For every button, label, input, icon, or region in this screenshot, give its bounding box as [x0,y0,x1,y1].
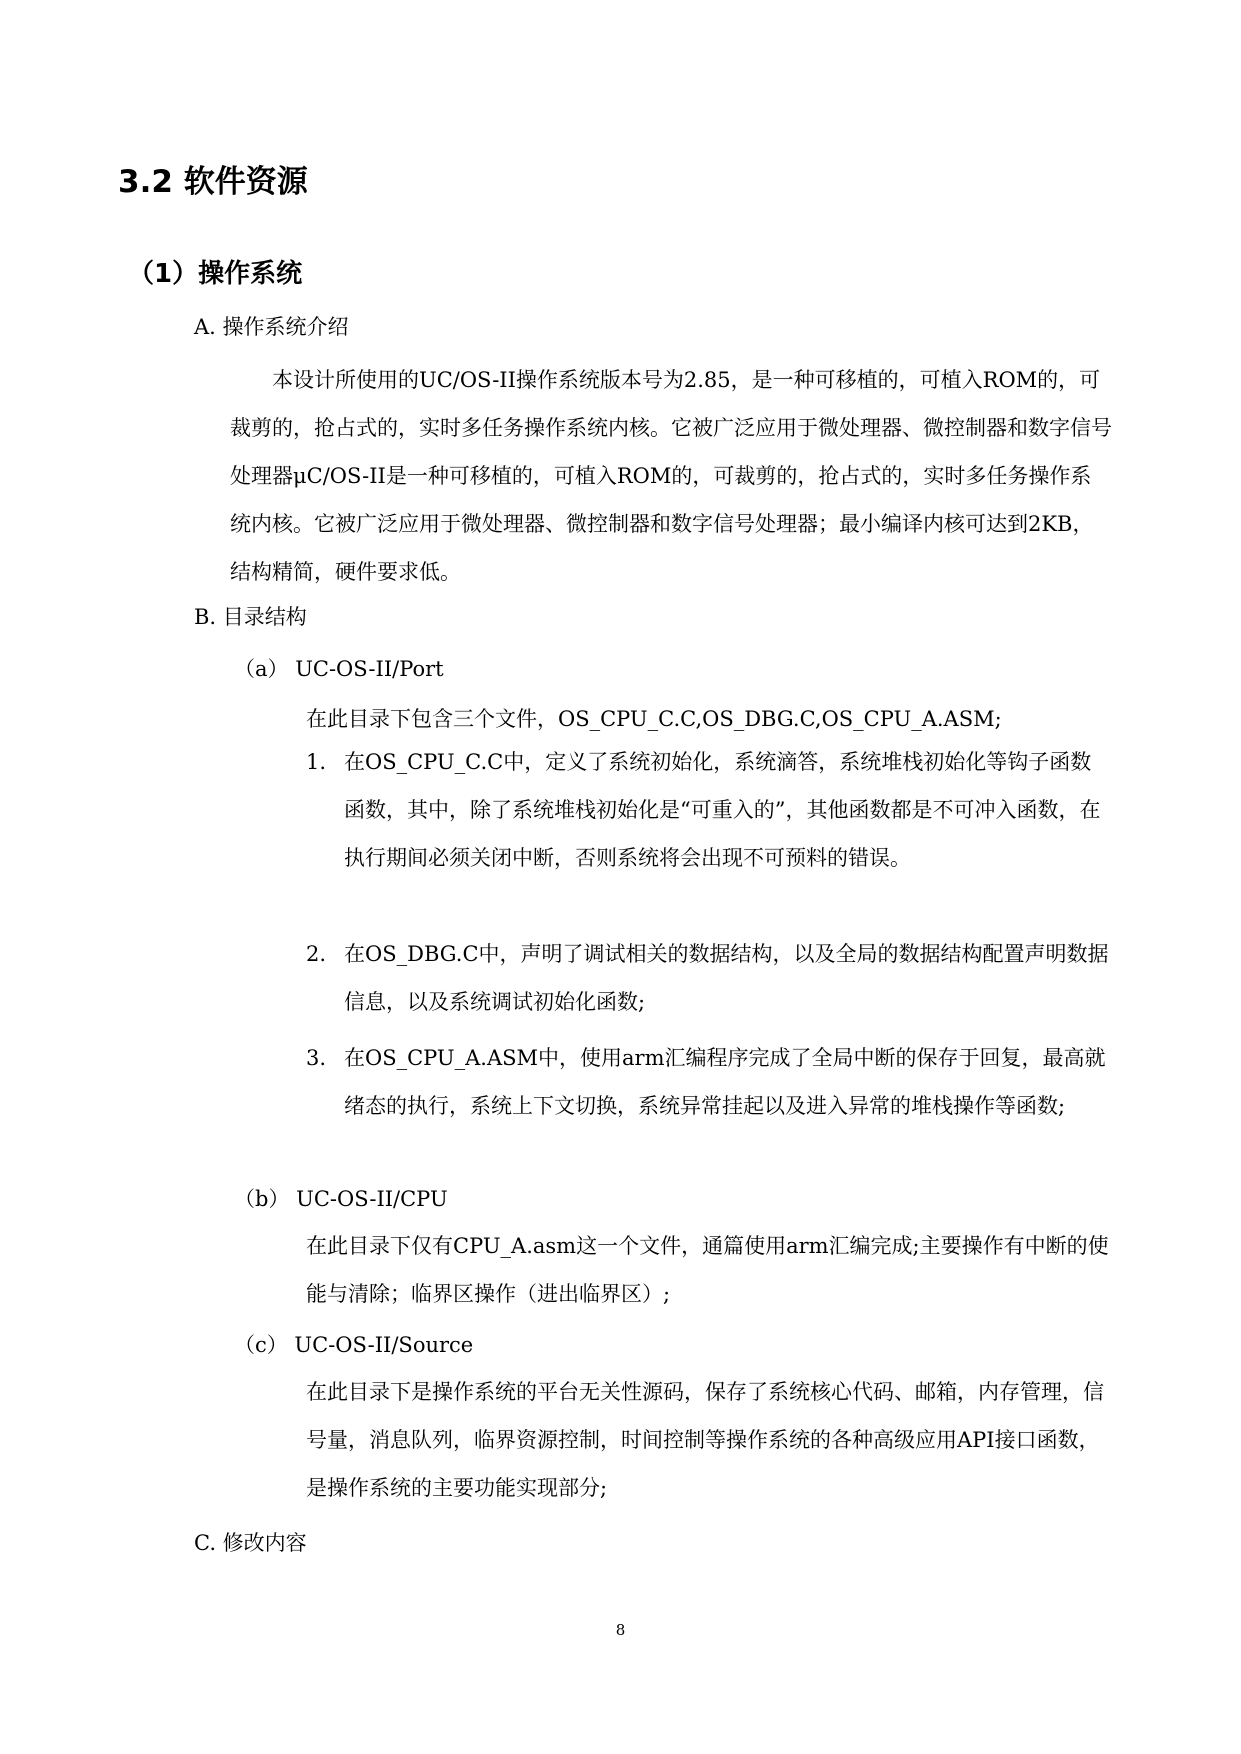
item-b-label: B. 目录结构 [194,605,307,629]
point-text: 在OS_CPU_A.ASM中，使用arm汇编程序完成了全局中断的保存于回复，最高就绪态的执行，系统上下文切换，系统异常挂起以及进入异常的堆栈操作等函数; [344,1046,1106,1118]
item-a-label: A. 操作系统介绍 [194,315,349,339]
subsection-heading: （1）操作系统 [128,259,303,289]
point-text: 在OS_DBG.C中，声明了调试相关的数据结构，以及全局的数据结构配置声明数据信息，以及系统调试初始化函数; [344,942,1109,1014]
page-number: 8 [615,1621,626,1639]
dir-a-point-2 [306,930,1112,1026]
dir-c-intro: 在此目录下是操作系统的平台无关性源码，保存了系统核心代码、邮箱，内存管理，信号量，消息队列，临界资源控制，时间控制等操作系统的各种高级应用API接口函数，是操作系统的主要功能实现部分; [306,1380,1104,1500]
point-number: 3. [306,1046,327,1070]
dir-a-point-1 [306,738,1112,882]
item-a-paragraph: 本设计所使用的UC/OS-II操作系统版本号为2.85，是一种可移植的，可植入ROM的，可裁剪的，抢占式的，实时多任务操作系统内核。它被广泛应用于微处理器、微控制器和数字信号处理器μC/OS-II是一种可移植的，可植入ROM的，可裁剪的，抢占式的，实时多任务操作系统内核。它被广泛应用于微处理器、微控制器和数字信号处理器；最小编译内核可达到2KB，结构精简，硬件要求低。 [230,368,1112,584]
dir-b-intro: 在此目录下仅有CPU_A.asm这一个文件，通篇使用arm汇编完成;主要操作有中断的使能与清除；临界区操作（进出临界区）; [306,1234,1109,1306]
dir-a-point-3 [306,1034,1112,1130]
point-number: 1. [306,750,327,774]
dir-c-label: （c） UC-OS-II/Source [234,1333,474,1357]
point-text: 在OS_CPU_C.C中，定义了系统初始化，系统滴答，系统堆栈初始化等钩子函数函数，其中，除了系统堆栈初始化是“可重入的”，其他函数都是不可冲入函数，在执行期间必须关闭中断，否则系统将会出现不可预料的错误。 [344,750,1101,870]
dir-b-label: （b） UC-OS-II/CPU [234,1187,448,1211]
item-c-label: C. 修改内容 [194,1531,307,1555]
point-number: 2. [306,942,327,966]
dir-a-intro: 在此目录下包含三个文件，OS_CPU_C.C,OS_DBG.C,OS_CPU_A.ASM; [306,707,1002,731]
dir-a-label: （a） UC-OS-II/Port [234,657,444,681]
section-heading: 3.2 软件资源 [118,164,308,200]
